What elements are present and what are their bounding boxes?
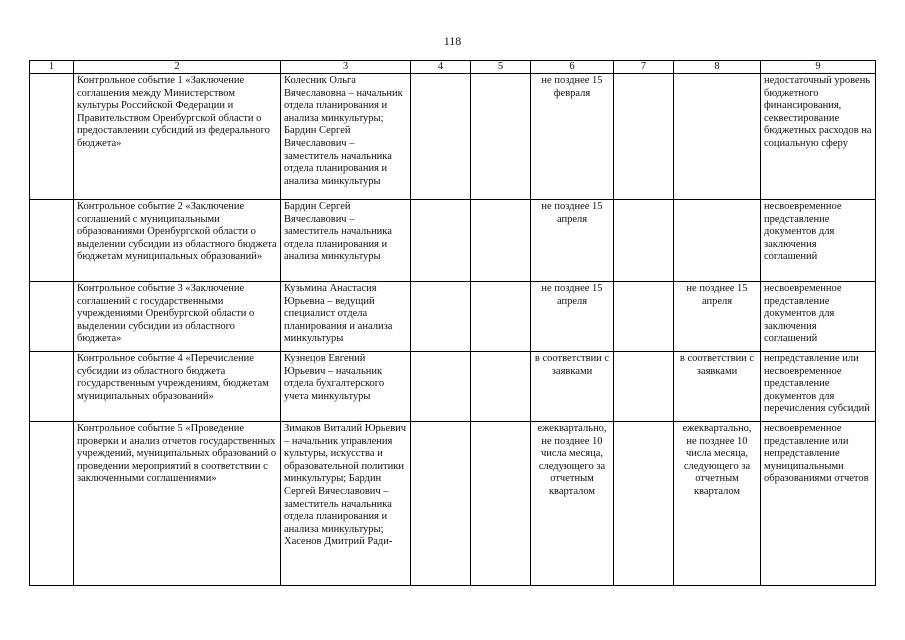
- date-cell: [674, 200, 761, 282]
- cell-empty: [471, 200, 531, 282]
- cell-empty: [614, 422, 674, 586]
- cell-empty: [30, 282, 74, 352]
- deadline-cell: не позднее 15 апреля: [531, 200, 614, 282]
- control-event-cell: Контрольное событие 2 «Заключение соглашений с муниципальными образованиями Оренбургской области о выделении субсидии из областного бюджета бюджетам муниципальных образований»: [74, 200, 281, 282]
- table-row: [30, 200, 876, 282]
- responsible-cell: Колесник Ольга Вячеславовна – начальник отдела планирования и анализа минкультуры; Бардин Сергей Вячеславович – заместитель начальника отдела планирования и анализа минкультуры: [281, 74, 411, 200]
- table-row: [30, 74, 876, 200]
- cell-empty: [30, 422, 74, 586]
- col-header-8: 8: [674, 61, 761, 74]
- table-row: [30, 422, 876, 586]
- date-cell: в соответствии с заявками: [674, 352, 761, 422]
- table-row: [30, 352, 876, 422]
- control-events-table: [29, 60, 876, 586]
- page-number: 118: [443, 34, 462, 48]
- col-header-7: 7: [614, 61, 674, 74]
- header-row: [30, 61, 876, 74]
- cell-empty: [471, 352, 531, 422]
- risk-cell: непредставление или несвоевременное представление документов для перечисления субсидий: [761, 352, 876, 422]
- col-header-5: 5: [471, 61, 531, 74]
- responsible-cell: Кузнецов Евгений Юрьевич – начальник отдела бухгалтерского учета минкультуры: [281, 352, 411, 422]
- date-cell: ежеквартально, не позднее 10 числа месяца, следующего за отчетным кварталом: [674, 422, 761, 586]
- col-header-1: 1: [30, 61, 74, 74]
- responsible-cell: Зимаков Виталий Юрьевич – начальник управления культуры, искусства и образовательной политики минкультуры; Бардин Сергей Вячеславович – заместитель начальника отдела планирования и анализа минкультуры; Хасенов Дмитрий Ради-: [281, 422, 411, 586]
- cell-empty: [614, 74, 674, 200]
- control-event-cell: Контрольное событие 1 «Заключение соглашения между Министерством культуры Российской Федерации и Правительством Оренбургской области о предоставлении субсидий из федерального бюджета»: [74, 74, 281, 200]
- cell-empty: [411, 352, 471, 422]
- cell-empty: [471, 74, 531, 200]
- risk-cell: несвоевременное представление документов для заключения соглашений: [761, 282, 876, 352]
- cell-empty: [614, 352, 674, 422]
- cell-empty: [471, 422, 531, 586]
- col-header-2: 2: [74, 61, 281, 74]
- date-cell: не позднее 15 апреля: [674, 282, 761, 352]
- col-header-4: 4: [411, 61, 471, 74]
- deadline-cell: не позднее 15 апреля: [531, 282, 614, 352]
- deadline-cell: ежеквартально, не позднее 10 числа месяца, следующего за отчетным кварталом: [531, 422, 614, 586]
- cell-empty: [411, 200, 471, 282]
- cell-empty: [30, 200, 74, 282]
- cell-empty: [30, 352, 74, 422]
- col-header-9: 9: [761, 61, 876, 74]
- cell-empty: [411, 74, 471, 200]
- responsible-cell: Бардин Сергей Вячеславович – заместитель начальника отдела планирования и анализа минкультуры: [281, 200, 411, 282]
- deadline-cell: в соответствии с заявками: [531, 352, 614, 422]
- cell-empty: [614, 282, 674, 352]
- table-row: [30, 282, 876, 352]
- cell-empty: [471, 282, 531, 352]
- responsible-cell: Кузьмина Анастасия Юрьевна – ведущий специалист отдела планирования и анализа минкультуры: [281, 282, 411, 352]
- risk-cell: недостаточный уровень бюджетного финансирования, секвестирование бюджетных расходов на социальную сферу: [761, 74, 876, 200]
- control-event-cell: Контрольное событие 4 «Перечисление субсидии из областного бюджета государственным учреждениям, бюджетам муниципальных образований»: [74, 352, 281, 422]
- risk-cell: несвоевременное представление документов для заключения соглашений: [761, 200, 876, 282]
- cell-empty: [614, 200, 674, 282]
- risk-cell: несвоевременное представление или непредставление муниципальными образованиями отчетов: [761, 422, 876, 586]
- control-event-cell: Контрольное событие 3 «Заключение соглашений с государственными учреждениями Оренбургской области о выделении субсидии из областного бюджета»: [74, 282, 281, 352]
- col-header-3: 3: [281, 61, 411, 74]
- cell-empty: [30, 74, 74, 200]
- cell-empty: [411, 282, 471, 352]
- deadline-cell: не позднее 15 февраля: [531, 74, 614, 200]
- control-event-cell: Контрольное событие 5 «Проведение проверки и анализ отчетов государственных учреждений, муниципальных образований о проведении мероприятий в соответствии с заключенными соглашениями»: [74, 422, 281, 586]
- cell-empty: [411, 422, 471, 586]
- date-cell: [674, 74, 761, 200]
- col-header-6: 6: [531, 61, 614, 74]
